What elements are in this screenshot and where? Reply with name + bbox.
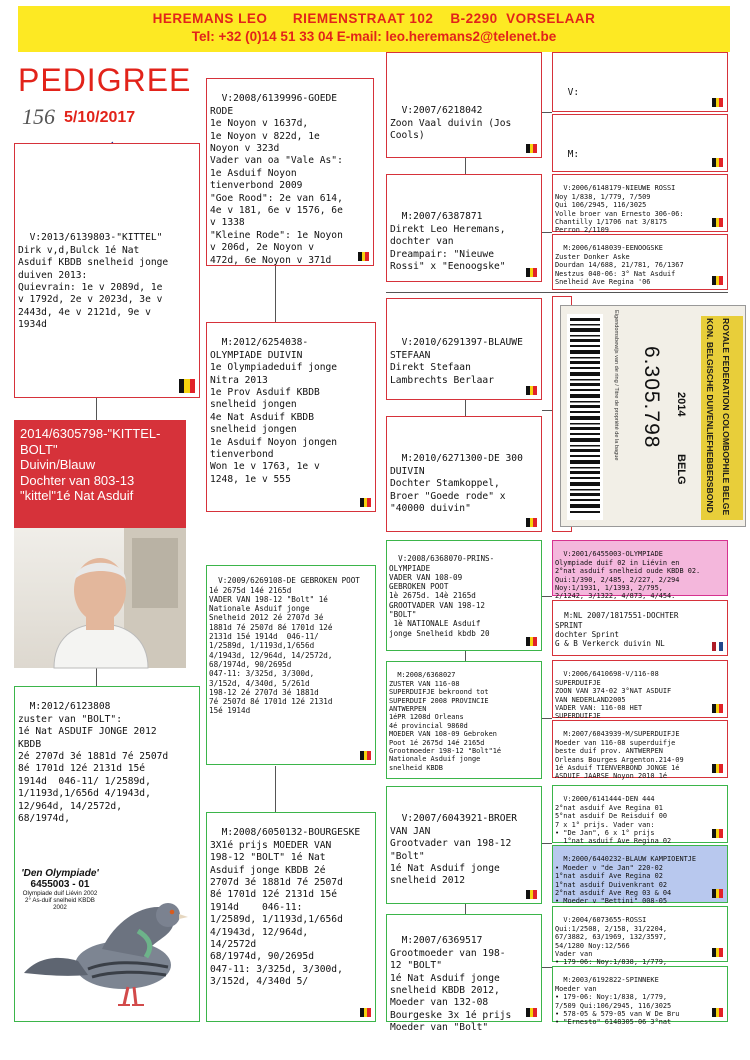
ddss-text: V:2000/6141444-DEN 444 2°nat asduif Ave Regina 01 5°nat asduif De Reisduif 00 7 x 1° prijs. Vader van: • "De Jan", 6 x 1° prijs 1°nat asduif Ave Regina 02 bbox=[555, 795, 672, 846]
ring-certificate-sticker bbox=[560, 305, 746, 527]
netherlands-flag-icon bbox=[712, 642, 723, 651]
ddds-box bbox=[552, 906, 728, 967]
breeder-photo bbox=[14, 528, 186, 668]
belgian-flag-icon bbox=[526, 386, 537, 395]
main-bird-name: BOLT" bbox=[20, 441, 58, 457]
sticker-org-fr: ROYALE FEDERATION COLOMBOPHILE BELGE bbox=[721, 318, 731, 516]
header-address: HEREMANS LEO RIEMENSTRAAT 102 B-2290 VORSELAAR bbox=[152, 11, 596, 26]
sds-box bbox=[386, 298, 542, 400]
dss-box bbox=[386, 540, 542, 651]
pigeon-caption-number: 6455003 - 01 bbox=[30, 879, 90, 890]
sdd-text: M:2010/6271300-DE 300 DUIVIN Dochter Stamkoppel, Broer "Goede rode" x "40000 duivin" bbox=[390, 453, 523, 515]
dssd-text: M:NL 2007/1817551-DOCHTER SPRINT dochter Sprint G & B Verkerck duivin NL bbox=[555, 611, 679, 649]
pigeon-caption bbox=[20, 868, 100, 911]
sticker-country: BELG bbox=[675, 454, 687, 485]
belgian-flag-icon bbox=[712, 218, 723, 227]
belgian-flag-icon bbox=[712, 276, 723, 285]
ds-text: V:2009/6269108-DE GEBROKEN POOT 1é 2675d 14é 2165d VADER VAN 198-12 "Bolt" 1é Nationale Asduif jonge Snelheid 2012 2é 2707d 3é 1881d 7é 2507d 8é 1701d 12é 2131d 15é 1914d 046-11/ 1/2589d, 1/1193d,1/656d 4/1943d, 12/964d, 14/2572d, 68/1974d, 90/2695d 047-11: 3/325d, 3/300d, 3/152d, 4/340d, 5/261d 198-12 2é 2707d 3é 1881d 7é 2507d 8é 1701d 12é 2131d 15é 1914d bbox=[209, 576, 360, 716]
ssds-box bbox=[552, 174, 728, 235]
dsds-text: V:2006/6410698-V/116-08 SUPERDUIFJE ZOON VAN 374-02 3°NAT ASDUIF VAN NEDERLAND2005 VADER VAN: 116-08 HET SUPERDUIFJE bbox=[555, 670, 672, 721]
sticker-vertical-text: Eigendomsbewijs van de ring / Titre de propriété de la bague bbox=[613, 310, 619, 461]
belgian-flag-icon bbox=[712, 764, 723, 773]
belgian-flag-icon bbox=[526, 890, 537, 899]
main-bird-ring: 2014/6305798-"KITTEL- bbox=[20, 426, 161, 441]
belgian-flag-icon bbox=[712, 889, 723, 898]
ddd-box bbox=[386, 914, 542, 1034]
handwritten-number: 156 bbox=[22, 104, 55, 129]
belgian-flag-icon bbox=[712, 158, 723, 167]
dssd-box bbox=[552, 600, 728, 656]
belgian-flag-icon bbox=[526, 1008, 537, 1017]
header-banner bbox=[18, 6, 730, 52]
dss-text: V:2008/6368070-PRINS- OLYMPIADE VADER VAN 108-09 GEBROKEN POOT 1è 2675d. 14è 2165d GROOTVADER VAN 198-12 "BOLT" 1è NATIONALE Asduif jonge Snelheid kbdb 20 bbox=[389, 554, 495, 638]
sds-text: V:2010/6291397-BLAUWE STEFAAN Direkt Stefaan Lambrechts Berlaar bbox=[390, 337, 523, 386]
sss-box bbox=[386, 52, 542, 158]
belgian-flag-icon bbox=[179, 379, 195, 393]
ssd-box bbox=[386, 174, 542, 282]
sss-text: V:2007/6218042 Zoon Vaal duivin (Jos Cools) bbox=[390, 105, 512, 142]
pedigree-date: 5/10/2017 bbox=[64, 109, 136, 126]
ssd-text: M:2007/6387871 Direkt Leo Heremans, dochter van Dreampair: "Nieuwe Rossi" x "Eenoogske" bbox=[390, 211, 506, 273]
sister-text: M:2012/6123808 zuster van "BOLT": 1é Nat ASDUIF JONGE 2012 KBDB 2é 2707d 3é 1881d 7é 2507d 8é 1701d 12é 2131d 15é 1914d 046-11/ 1/2589d, 1/1193d,1/656d 4/1943d, 12/964d, 14/2572d, 68/1974d, bbox=[18, 701, 169, 825]
belgian-flag-icon bbox=[360, 1008, 371, 1017]
header-contact: Tel: +32 (0)14 51 33 04 E-mail: leo.heremans2@telenet.be bbox=[191, 29, 557, 44]
belgian-flag-icon bbox=[358, 252, 369, 261]
ss-text: V:2008/6139996-GOEDE RODE 1e Noyon v 1637d, 1e Noyon v 822d, 1e Noyon v 323d Vader van oa "Vale As": 1e Asduif Noyon tienverbond 2009 "Goe Rood": 2e van 614, 4e v 181, 6e v 1576, 6e v 1338 "Kleine Rode": 1e Noyon v 206d, 2e Noyon v 472d, 6e Noyon v 371d bbox=[210, 93, 343, 266]
ssdd-text: M:2006/6148039-EENOOGSKE Zuster Donker Aske Dourdan 14/688, 21/781, 76/1367 Nestzus 040-06: 3° Nat Asduif Snelheid Ave Regina '06 bbox=[555, 244, 684, 287]
sire-text: V:2013/6139803-"KITTEL" Dirk v,d,Bulck 1é Nat Asduif KBDB snelheid jonge duiven 2013: Quievrain: 1e v 2089d, 1e v 1792d, 2e v 2023d, 3e v 2443d, 4e v 2121d, 9e v 1934d bbox=[18, 232, 169, 331]
dsdd-box bbox=[552, 720, 728, 781]
belgian-flag-icon bbox=[712, 704, 723, 713]
sd-box bbox=[206, 322, 376, 512]
dsdd-text: M:2007/6043939-M/SUPERDUIFJE Moeder van 116-08 superduifje beste duif prov. ANTWERPEN Orleans Bourges Argenton.214-09 1é Asduif TIENVERBOND JONGE 1é ASDUIF JAARSE Noyon 2010 1é bbox=[555, 730, 684, 781]
ds-box bbox=[206, 565, 376, 765]
main-bird-parent-title: "kittel"1é Nat Asduif bbox=[20, 488, 134, 503]
page-title: PEDIGREE bbox=[18, 62, 192, 98]
sd-text: M:2012/6254038- OLYMPIADE DUIVIN 1e Olympiadeduif jonge Nitra 2013 1e Prov Asduif KBDB snelheid jongen 4e Nat Asduif KBDB snelheid jongen 1e Asduif Noyon jongen tienverbond Won 1e v 1763, 1e v 1248, 1e v 555 bbox=[210, 337, 338, 485]
ddss-box bbox=[552, 785, 728, 846]
dd-box bbox=[206, 812, 376, 1022]
dddd-box bbox=[552, 966, 728, 1027]
sdd-box bbox=[386, 416, 542, 532]
pigeon-caption-line2: 2° As-duif snelheid KBDB 2002 bbox=[25, 897, 95, 911]
dsds-box bbox=[552, 660, 728, 721]
ddsd-box bbox=[552, 845, 728, 906]
main-bird-label bbox=[14, 420, 186, 528]
belgian-flag-icon bbox=[526, 637, 537, 646]
belgian-flag-icon bbox=[712, 829, 723, 838]
ssdd-box bbox=[552, 234, 728, 290]
belgian-flag-icon bbox=[712, 1008, 723, 1017]
ddsd-text: M:2000/6440232-BLAUW KAMPIOENTJE • Moeder v "de Jan" 220-02 1°nat asduif Ave Regina 02 1°nat asduif Duivenkrant 02 2°nat asduif Ave Reg 03 & 04 • Moeder v "Bettini" 008-05 bbox=[555, 855, 697, 906]
ddds-text: V:2004/6073655-ROSSI Qui:1/2508, 2/158, 31/2204, 67/3882, 63/1969, 132/3597, 54/1280 Noy:12/566 Vader van • 179-06: Noy:1/838, 1/779, bbox=[555, 916, 668, 967]
main-bird-parent: Dochter van 803-13 bbox=[20, 472, 135, 488]
belgian-flag-icon bbox=[712, 98, 723, 107]
sticker-ring-number: 6.305.798 bbox=[640, 346, 663, 449]
belgian-flag-icon bbox=[360, 498, 371, 507]
dsd-text: M:2008/6368027 ZUSTER VAN 116-08 SUPERDUIFJE bekroond tot SUPERDUIF 2008 PROVINCIE ANTWERPEN 1éPR 1208d Orleans 4é provincial 9860d MOEDER VAN 108-09 Gebroken Poot 1é 2675d 14é 2165d Grootmoeder 198-12 "Bolt"1é Nationale Asduif jonge snelheid KBDB bbox=[389, 671, 502, 772]
pigeon-caption-line1: Olympiade duif Liévin 2002 bbox=[22, 890, 98, 897]
sticker-org-nl: KON. BELGISCHE DUIVENLIEFHEBBERSBOND bbox=[705, 318, 715, 513]
dds-box bbox=[386, 786, 542, 904]
sire-box bbox=[14, 143, 200, 398]
main-bird-sex-color: Duivin/Blauw bbox=[20, 457, 96, 472]
ssss-text: V: bbox=[567, 87, 580, 99]
ssds-text: V:2006/6148179-NIEUWE ROSSI Noy 1/838, 1/779, 7/509 Qui 106/2945, 116/3025 Volle broer van Ernesto 306-06: Chantilly 1/1706 nat 3/8175 Perron 2/1109 bbox=[555, 184, 684, 235]
dsss-text: V:2001/6455003-OLYMPIADE Olympiade duif 02 in Liévin en 2°nat asduif snelheid oude KBDB 02. Qui:1/390, 2/485, 2/227, 2/294 Noy:1/1931, 1/1393, 2/795, 2/1242, 3/1322, 4/873, 4/454. bbox=[555, 550, 701, 601]
belgian-flag-icon bbox=[526, 518, 537, 527]
dsd-box bbox=[386, 661, 542, 779]
dddd-text: M:2003/6192822-SPINNEKE Moeder van • 179-06: Noy:1/838, 1/779, 7/509 Qui:106/2945, 116/3025 • 578-05 & 579-05 van W De Bru • "Ernesto" 6148305-06 3°nat bbox=[555, 976, 680, 1027]
belgian-flag-icon bbox=[526, 268, 537, 277]
belgian-flag-icon bbox=[712, 948, 723, 957]
belgian-flag-icon bbox=[526, 144, 537, 153]
ss-box bbox=[206, 78, 374, 266]
breeder-portrait-icon bbox=[14, 528, 186, 668]
sssd-box bbox=[552, 114, 728, 172]
pigeon-caption-title: 'Den Olympiade' bbox=[21, 868, 99, 879]
ddd-text: M:2007/6369517 Grootmoeder van 198- 12 "BOLT" 1é Nat Asduif jonge snelheid KBDB 2012, Moeder van 132-08 Bourgeske 3x 1é prijs Moeder van "Bolt" bbox=[390, 935, 512, 1034]
belgian-flag-icon bbox=[360, 751, 371, 760]
ssss-box bbox=[552, 52, 728, 112]
sticker-year: 2014 bbox=[675, 392, 687, 417]
dd-text: M:2008/6050132-BOURGESKE 3X1é prijs MOEDER VAN 198-12 "BOLT" 1é Nat Asduif jonge KBDB 2é 2707d 3é 1881d 7é 2507d 8é 1701d 12é 2131d 15é 1914d 046-11: 1/2589d, 1/1193d,1/656d 4/1943d, 12/964d, 14/2572d 68/1974d, 90/2695d 047-11: 3/325d, 3/300d, 3/152d, 4/340d 5/ bbox=[210, 827, 361, 988]
dds-text: V:2007/6043921-BROER VAN JAN Grootvader van 198-12 "Bolt" 1é Nat Asduif jonge snelheid 2012 bbox=[390, 813, 518, 887]
sssd-text: M: bbox=[567, 149, 580, 161]
dsss-box bbox=[552, 540, 728, 601]
